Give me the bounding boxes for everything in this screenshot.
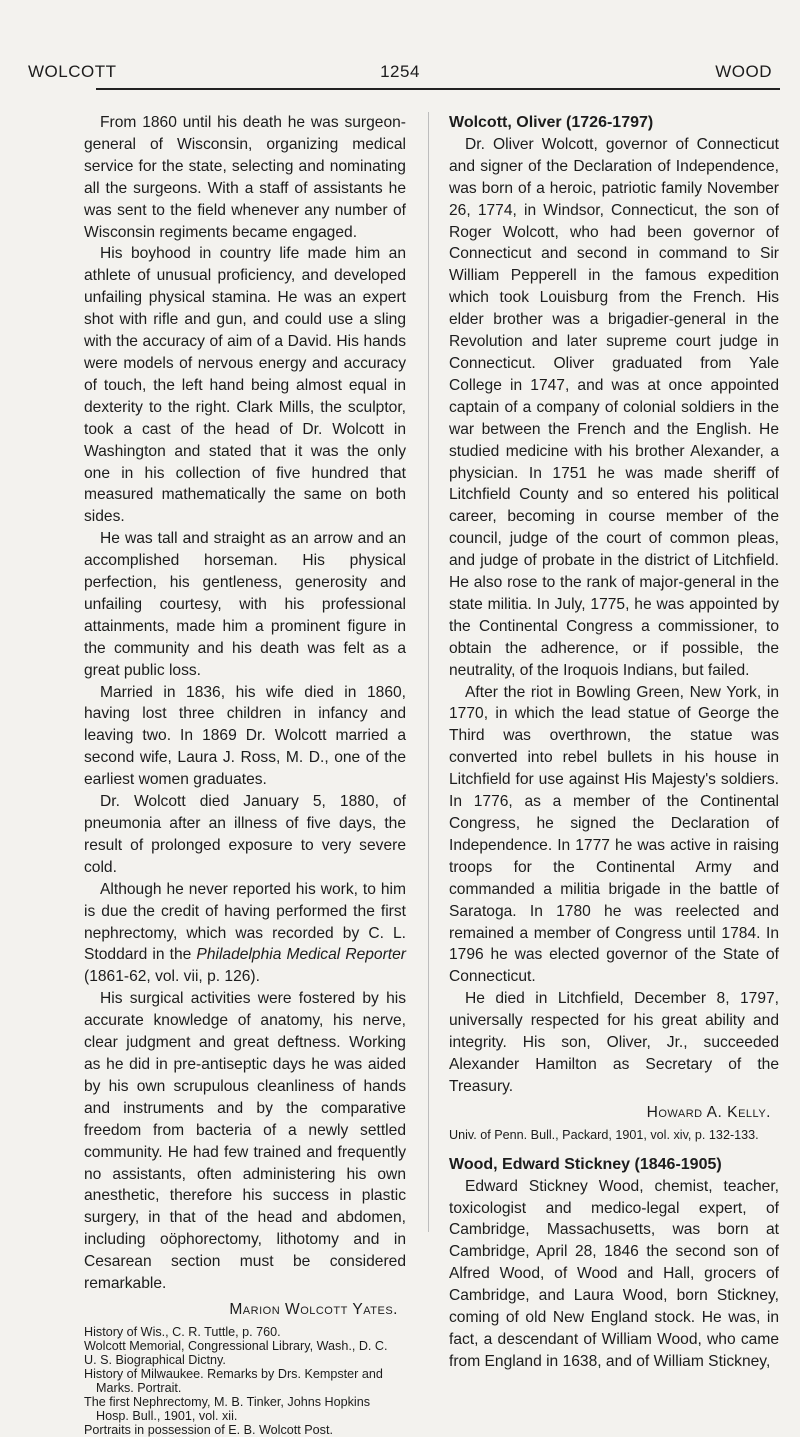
header-right-word: WOOD bbox=[715, 62, 772, 81]
reference-item: History of Milwaukee. Remarks by Drs. Kempster and Marks. Portrait. bbox=[84, 1366, 383, 1395]
references-list bbox=[449, 1128, 779, 1142]
text-span: (1861-62, vol. vii, p. 126). bbox=[84, 968, 260, 986]
paragraph-nephrectomy bbox=[84, 879, 406, 989]
paragraph: Edward Stickney Wood, chemist, teacher, toxicologist and medico-legal expert, of Cambridge, Massachusetts, was born at Cambridge, April 28, 1846 the second son of Alfred Wood, of Wood and Hall, grocers of Cambridge, and Laura Wood, born Stickney, coming of old New England stock. He was, in fact, a descendant of William Wood, who came from England in 1638, and of William Stickney, bbox=[449, 1177, 779, 1370]
author-signature: Marion Wolcott Yates. bbox=[229, 1300, 398, 1318]
header-left-word: WOLCOTT bbox=[28, 62, 117, 81]
author-signature: Howard A. Kelly. bbox=[646, 1103, 771, 1121]
page-number: 1254 bbox=[380, 62, 420, 81]
entry-heading-wood-edward: Wood, Edward Stickney (1846-1905) bbox=[449, 1155, 722, 1173]
paragraph: His boyhood in country life made him an athlete of unusual proficiency, and developed unfailing physical stamina. He was an expert shot with rifle and gun, and could use a sling with the accuracy of aim of a David. His hands were models of nervous energy and accuracy of touch, the left hand being almost equal in dexterity to the right. Clark Mills, the sculptor, took a cast of the head of Dr. Wolcott in Washington and stated that it was the only one in his collection of five hundred that measured mathematically the same on both sides. bbox=[84, 245, 406, 526]
paragraph: After the riot in Bowling Green, New York, in 1770, in which the lead statue of George the Third was overthrown, the statue was converted into rebel bullets in his house in Litchfield for use against His Majesty's soldiers. In 1776, as a member of the Continental Congress, he signed the Declaration of Independence. In 1777 he was active in raising troops for the Continental Army and commanded a militia brigade in the battle of Saratoga. In 1780 he was reelected and remained a member of Congress until 1784. In 1796 he was elected governor of the State of Connecticut. bbox=[449, 683, 779, 986]
reference-item: U. S. Biographical Dictny. bbox=[84, 1352, 226, 1367]
text-span: Although he never reported his work, to him is due the credit of having performed the first nephrectomy, which was recorded by C. L. Stoddard in the bbox=[84, 880, 406, 964]
paragraph: Dr. Oliver Wolcott, governor of Connecticut and signer of the Declaration of Independence, was born of a heroic, patriotic family November 26, 1774, in Windsor, Connecticut, the son of Roger Wolcott, who had been governor of Connecticut and second in command to Sir William Pepperell in the famous expedition which took Louisburg from the French. His elder brother was a brigadier-general in the Revolution and later supreme court judge in Connecticut. Oliver graduated from Yale College in 1747, and was at once appointed captain of a company of colonial soldiers in the war between the French and the English. He studied medicine with his brother Alexander, a physician. In 1751 he was made sheriff of Litchfield County and so entered his political career, becoming in course member of the council, judge of the court of common pleas, and judge of probate in the district of Litchfield. He also rose to the rank of major-general in the state militia. In July, 1775, he was appointed by the Continental Congress a commissioner, to obtain the adherence, or if possible, the neutrality, of the Iroquois Indians, but failed. bbox=[449, 135, 779, 679]
references-list bbox=[84, 1325, 406, 1437]
column-divider bbox=[428, 112, 429, 1232]
reference-item: The first Nephrectomy, M. B. Tinker, Johns Hopkins Hosp. Bull., 1901, vol. xii. bbox=[84, 1394, 371, 1423]
paragraph: He died in Litchfield, December 8, 1797, universally respected for his great ability and integrity. His son, Oliver, Jr., succeeded Alexander Hamilton as Secretary of the Treasury. bbox=[449, 990, 779, 1095]
entry-heading-wolcott-oliver: Wolcott, Oliver (1726-1797) bbox=[449, 114, 654, 131]
paragraph: From 1860 until his death he was surgeon-general of Wisconsin, organizing medical service for the state, selecting and nominating all the surgeons. With a staff of assistants he was sent to the field whenever any number of Wisconsin regiments became engaged. bbox=[84, 114, 406, 241]
running-header bbox=[28, 62, 772, 84]
journal-title: Philadelphia Medical Reporter bbox=[196, 946, 406, 964]
reference-item: Wolcott Memorial, Congressional Library, Wash., D. C. bbox=[84, 1338, 388, 1353]
paragraph: Dr. Wolcott died January 5, 1880, of pneumonia after an illness of five days, the result of prolonged exposure to very severe cold. bbox=[84, 793, 406, 876]
reference-item: History of Wis., C. R. Tuttle, p. 760. bbox=[84, 1324, 281, 1339]
header-rule bbox=[96, 88, 780, 90]
reference-item: Univ. of Penn. Bull., Packard, 1901, vol. xiv, p. 132-133. bbox=[449, 1127, 759, 1142]
left-column bbox=[84, 112, 406, 1437]
reference-item: Portraits in possession of E. B. Wolcott Post. bbox=[84, 1422, 333, 1437]
right-column bbox=[449, 112, 779, 1373]
paragraph: Married in 1836, his wife died in 1860, having lost three children in infancy and leaving two. In 1869 Dr. Wolcott married a second wife, Laura J. Ross, M. D., one of the earliest women graduates. bbox=[84, 683, 406, 789]
paragraph: His surgical activities were fostered by his accurate knowledge of anatomy, his nerve, clear judgment and great deftness. Working as he did in pre-antiseptic days he was aided by his own scrupulous cleanliness of hands and instruments and by the comparative freedom from bacteria of a newly settled community. He had few trained and frequently no assistants, often administering his own anesthetic, therefore his success in plastic surgery, in that of the head and abdomen, including oöphorectomy, lithotomy and in Cesarean section must be considered remarkable. bbox=[84, 990, 406, 1293]
paragraph: He was tall and straight as an arrow and an accomplished horseman. His physical perfection, his gentleness, generosity and unfailing courtesy, with his professional attainments, made him a prominent figure in the community and his death was felt as a great public loss. bbox=[84, 530, 406, 679]
